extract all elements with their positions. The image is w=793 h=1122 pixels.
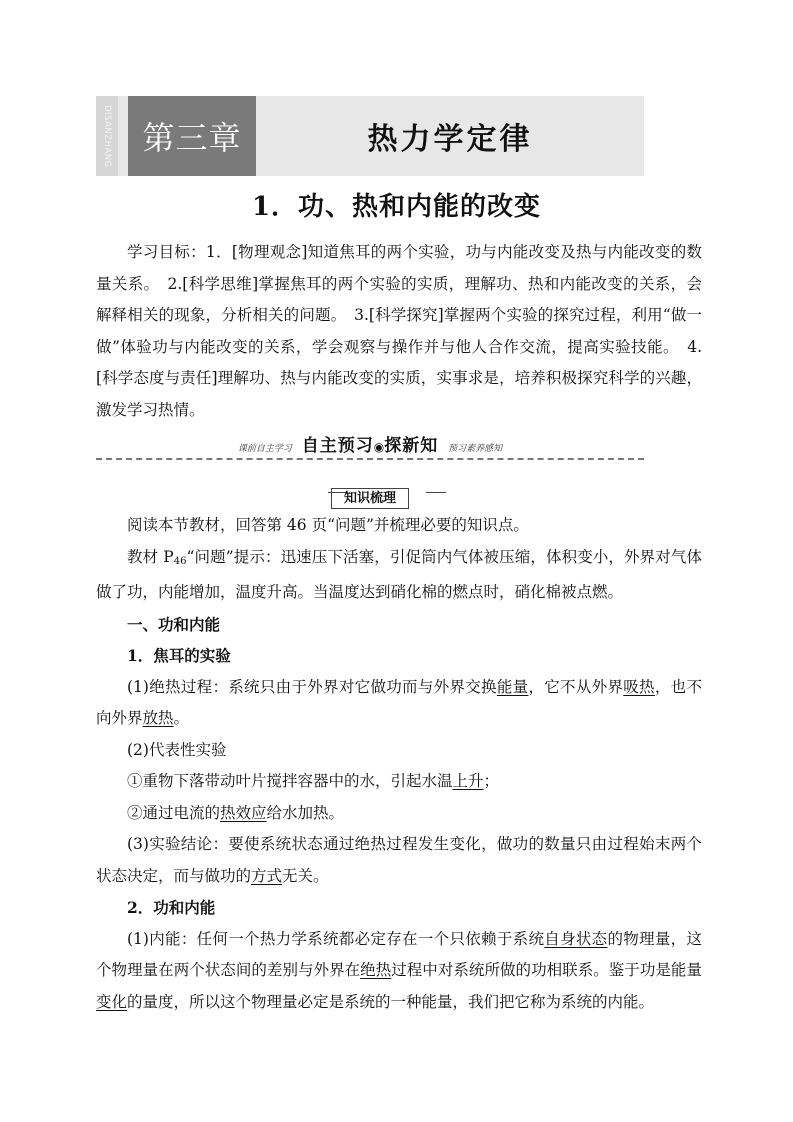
divider-title-b: 探新知	[384, 436, 439, 456]
blank-answer: 上升	[452, 772, 484, 790]
learning-objectives: 学习目标：1．[物理观念]知道焦耳的两个实验，功与内能改变及热与内能改变的数量关系。 2.[科学思维]掌握焦耳的两个实验的实质，理解功、热和内能改变的关系，会解释相关的现象，分析相关的问题。 3.[科学探究]掌握两个实验的探究过程，利用“做一做”体验功与内能改变的关系，学会观察与操作并与他人合作交流，提高实验技能。 4.[科学态度与责任]理解功、热与内能改变的实质，实事求是，培养积极探究科学的兴趣，激发学习热情。	[96, 243, 702, 419]
text: 无关。	[282, 866, 329, 885]
hint-page-subscript: 46	[173, 555, 187, 567]
divider-texts	[96, 431, 644, 466]
chapter-label: 第三章	[128, 96, 256, 176]
paragraph-adiabatic	[96, 672, 702, 735]
divider-arrow-icon: ◉	[373, 440, 385, 454]
text: ②通过电流的	[127, 803, 221, 822]
text: 过程中对系统所做的功相联系。鉴于功是能量	[391, 961, 702, 979]
heading-3: 2．功和内能	[127, 898, 216, 917]
paragraph-experiments-heading: (2)代表性实验	[127, 740, 227, 759]
heading-1: 一、功和内能	[127, 614, 221, 634]
tag-line-right	[426, 492, 446, 493]
blank-answer: 自身状态	[544, 929, 608, 948]
divider-dashed-line	[96, 458, 644, 460]
blank-answer: 吸热	[623, 677, 655, 696]
chapter-pinyin-vertical: DISANZHANG	[96, 96, 118, 176]
text: 的量度，所以这个物理量必定是系统的一种能量，我们把它称为系统的内能。	[127, 992, 655, 1011]
knowledge-tag: 知识梳理	[331, 488, 409, 509]
chapter-title: 热力学定律	[367, 122, 533, 157]
text: (1)绝热过程：系统只由于外界对它做功而与外界交换	[127, 677, 497, 696]
text: 。	[173, 709, 190, 727]
blank-answer: 放热	[142, 709, 174, 727]
text: (3)实验结论：要使系统状态通过绝热过程发生变化，做功的数量只由过程始末两个状态决定，而与做功的	[96, 835, 702, 885]
blank-answer: 方式	[251, 866, 283, 885]
divider-title-a: 自主预习	[301, 436, 374, 456]
blank-answer: 能量	[496, 677, 529, 696]
hint-text-b: “问题”提示：迅速压下活塞，引促筒内气体被压缩，体积变小，外界对气体做了功，内能增加，温度升高。当温度达到硝化棉的燃点时，硝化棉被点燃。	[96, 547, 702, 601]
divider-right-caption: 预习素养感知	[448, 444, 503, 454]
document-body	[96, 237, 702, 1018]
text: 给水加热。	[266, 803, 345, 822]
paragraph-internal-energy	[96, 924, 702, 1019]
section-divider	[96, 428, 702, 470]
intro-paragraph: 阅读本节教材，回答第 46 页“问题”并梳理必要的知识点。	[127, 516, 529, 534]
knowledge-tag-row	[96, 476, 644, 510]
paragraph-experiment-2	[96, 798, 702, 830]
blank-answer: 热效应	[220, 803, 267, 822]
section-title: 1．功、热和内能的改变	[251, 192, 542, 222]
paragraph-experiment-1	[96, 766, 702, 798]
blank-answer: 绝热	[360, 961, 392, 979]
hint-text-a: 教材 P	[127, 547, 174, 566]
paragraph-conclusion	[96, 829, 702, 892]
text: (1)内能：任何一个热力学系统都必定存在一个只依赖于系统	[127, 929, 545, 948]
text: 的物理量，这个物理量在两个状态间的差别与外界在	[96, 929, 702, 979]
divider-left-caption: 课前自主学习	[237, 444, 292, 454]
text: ，也不向外界	[96, 677, 702, 727]
blank-answer: 变化	[96, 992, 128, 1011]
heading-2: 1．焦耳的实验	[127, 646, 231, 665]
hint-paragraph	[96, 542, 702, 609]
text: ，它不从外界	[528, 677, 624, 696]
text: ①重物下落带动叶片搅拌容器中的水，引起水温	[127, 772, 453, 790]
text: ；	[483, 772, 500, 790]
